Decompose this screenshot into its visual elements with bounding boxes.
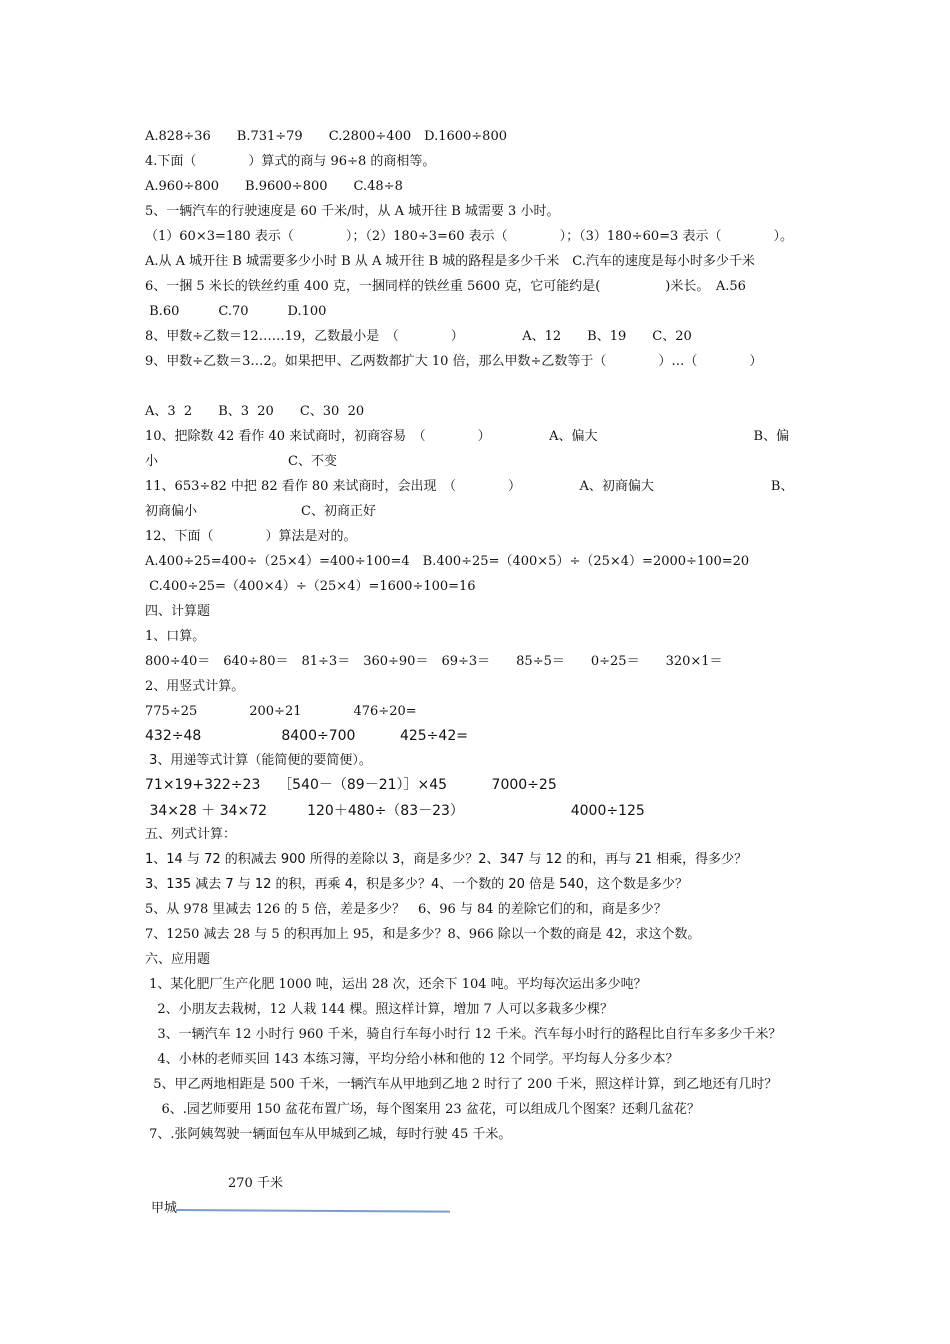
expr-q5-q6: 5、从 978 里减去 126 的 5 倍，差是多少？ 6、96 与 84 的差除它们的和，商是多少？ (145, 902, 667, 917)
q9-options: A、3 2 B、3 20 C、30 20 (145, 404, 365, 419)
q5-options: A.从 A 城开往 B 城需要多少小时 B 从 A 城开往 B 城的路程是多少千米 C.汽车的速度是每小时多少千米 (145, 254, 755, 269)
route-line (176, 1209, 450, 1213)
word-problem-4: 4、小林的老师买回 143 本练习簿，平均分给小林和他的 12 个同学。平均每人分多少本？ (145, 1052, 679, 1067)
vertical-calc-row-1: 775÷25 200÷21 476÷20= (145, 704, 417, 719)
q10-question: 10、把除数 42 看作 40 来试商时，初商容易 （ ） A、偏大 B、偏 (145, 429, 790, 444)
word-problem-3: 3、一辆汽车 12 小时行 960 千米，骑自行车每小时行 12 千米。汽车每小时行的路程比自行车多多少千米？ (145, 1027, 782, 1042)
expr-q3-q4: 3、135 减去 7 与 12 的积，再乘 4，积是多少？4、一个数的 20 倍是 540，这个数是多少？ (145, 877, 688, 892)
start-city-label: 甲城 (151, 1201, 178, 1216)
q8-question: 8、甲数÷乙数＝12……19，乙数最小是 （ ） A、12 B、19 C、20 (145, 329, 692, 344)
q12-option-c: C.400÷25=（400×4）÷（25×4）=1600÷100=16 (145, 579, 476, 594)
q5-question: 5、一辆汽车的行驶速度是 60 千米/时，从 A 城开往 B 城需要 3 小时。 (145, 204, 560, 219)
step-calc-heading: 3、用递等式计算（能简便的要简便）。 (145, 753, 372, 768)
q5-subquestions: （1）60×3=180 表示（ ）；（2）180÷3=60 表示（ ）；（3）180÷60=3 表示（ ）。 (145, 229, 793, 244)
expr-q1-q2: 1、14 与 72 的积减去 900 所得的差除以 3，商是多少？2、347 与 12 的和，再与 21 相乘，得多少？ (145, 852, 748, 867)
q6-options: B.60 C.70 D.100 (145, 304, 327, 319)
q11-options: 初商偏小 C、初商正好 (145, 504, 376, 519)
vertical-calc-heading: 2、用竖式计算。 (145, 679, 245, 694)
q6-question: 6、一捆 5 米长的铁丝约重 400 克，一捆同样的铁丝重 5600 克，它可能约是( )米长。 A.56 (145, 279, 746, 294)
oral-calc-heading: 1、口算。 (145, 629, 206, 644)
section-5-heading: 五、列式计算： (145, 827, 237, 842)
oral-calc-items: 800÷40＝ 640÷80＝ 81÷3＝ 360÷90＝ 69÷3＝ 85÷5＝ 0÷25＝ 320×1＝ (145, 654, 723, 669)
word-problem-6: 6、.园艺师要用 150 盆花布置广场，每个图案用 23 盆花，可以组成几个图案？还剩几盆花？ (145, 1102, 700, 1117)
step-calc-row-1: 71×19+322÷23 ［540－（89－21）］×45 7000÷25 (145, 777, 557, 793)
distance-label: 270 千米 (228, 1176, 283, 1191)
q10-options: 小 C、不变 (145, 454, 337, 469)
q3-options: A.828÷36 B.731÷79 C.2800÷400 D.1600÷800 (145, 129, 507, 144)
word-problem-2: 2、小朋友去栽树，12 人栽 144 棵。照这样计算，增加 7 人可以多栽多少棵？ (145, 1002, 613, 1017)
expr-q7-q8: 7、1250 减去 28 与 5 的积再加上 95，和是多少？8、966 除以一个数的商是 42，求这个数。 (145, 927, 701, 942)
q4-options: A.960÷800 B.9600÷800 C.48÷8 (145, 179, 403, 194)
q12-question: 12、下面（ ）算法是对的。 (145, 529, 357, 544)
q11-question: 11、653÷82 中把 82 看作 80 来试商时，会出现 （ ） A、初商偏大 B、 (145, 479, 794, 494)
section-6-heading: 六、应用题 (145, 952, 211, 967)
step-calc-row-2: 34×28 ＋ 34×72 120＋480÷（83－23） 4000÷125 (145, 803, 645, 819)
q9-question: 9、甲数÷乙数＝3…2。如果把甲、乙两数都扩大 10 倍，那么甲数÷乙数等于（ ）…（ ） (145, 354, 763, 369)
word-problem-7: 7、.张阿姨驾驶一辆面包车从甲城到乙城，每时行驶 45 千米。 (145, 1127, 512, 1142)
q4-question: 4.下面（ ）算式的商与 96÷8 的商相等。 (145, 154, 436, 169)
vertical-calc-row-2: 432÷48 8400÷700 425÷42= (145, 728, 468, 744)
word-problem-5: 5、甲乙两地相距是 500 千米，一辆汽车从甲地到乙地 2 时行了 200 千米，照这样计算，到乙地还有几时？ (145, 1077, 778, 1092)
word-problem-1: 1、某化肥厂生产化肥 1000 吨，运出 28 次，还余下 104 吨。平均每次运出多少吨？ (145, 977, 647, 992)
q12-options-ab: A.400÷25=400÷（25×4）=400÷100=4 B.400÷25=（400×5）÷（25×4）=2000÷100=20 (145, 554, 750, 569)
section-4-heading: 四、计算题 (145, 604, 211, 619)
